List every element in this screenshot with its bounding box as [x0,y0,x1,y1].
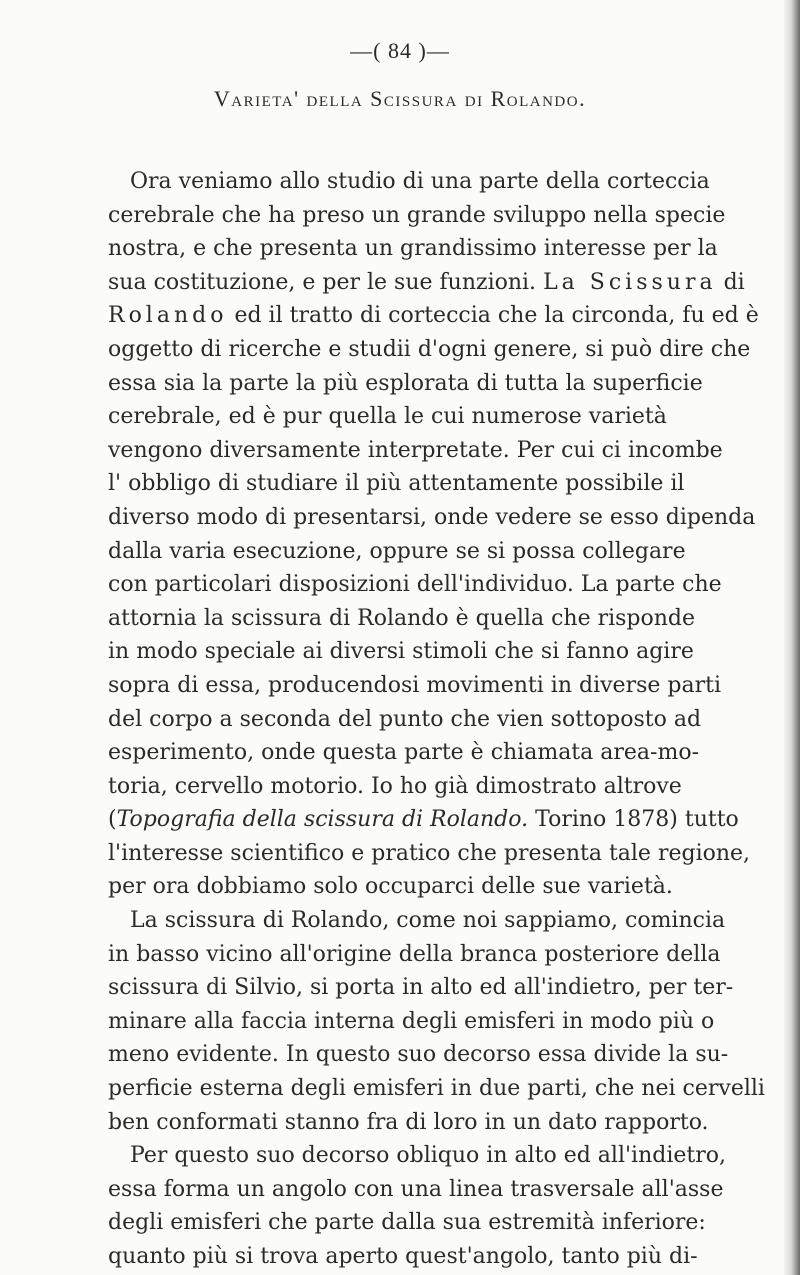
text-line [108,803,788,837]
text-line: La scissura di Rolando, come noi sappiamo, comincia [130,908,726,934]
text-line: attornia la scissura di Rolando è quella che risponde [108,605,696,631]
text-segment: ( [108,807,117,833]
text-line: toria, cervello motorio. Io ho già dimostrato altrove [108,773,682,799]
section-heading: Varieta' della Scissura di Rolando. [213,86,587,111]
text-segment: ed il tratto di corteccia che la circonda, fu ed è [227,303,759,329]
text-line: nostra, e che presenta un grandissimo interesse per la [108,236,718,262]
text-line: essa forma un angolo con una linea trasversale all'asse [108,1176,724,1202]
body-text [108,165,788,1274]
page-edge-shadow [784,0,800,1275]
text-line: meno evidente. In questo suo decorso essa divide la su- [108,1042,729,1068]
text-line: in modo speciale ai diversi stimoli che si fanno agire [108,639,694,665]
spaced-term: La Scissura [543,269,717,295]
text-line: cerebrale che ha preso un grande sviluppo nella specie [108,202,726,228]
page-number: —( 84 )— [350,38,450,63]
text-line: per ora dobbiamo solo occuparci delle sue varietà. [108,874,673,900]
text-line: ben conformati stanno fra di loro in un dato rapporto. [108,1109,709,1135]
text-line: perficie esterna degli emisferi in due parti, che nei cervelli [108,1076,765,1102]
text-segment: sua costituzione, e per le sue funzioni. [108,269,544,295]
text-line [108,266,788,300]
text-segment: di [716,269,745,295]
text-line: degli emisferi che parte dalla sua estremità inferiore: [108,1210,706,1236]
text-line: sopra di essa, producendosi movimenti in diverse parti [108,672,721,698]
spaced-term: Rolando [108,303,228,329]
text-line: diverso modo di presentarsi, onde vedere se esso dipenda [108,504,756,530]
text-line: cerebrale, ed è pur quella le cui numerose varietà [108,404,667,430]
text-line: vengono diversamente interpretate. Per cui ci incombe [108,437,723,463]
text-line: esperimento, onde questa parte è chiamata area-mo- [108,740,700,766]
text-line: l' obbligo di studiare il più attentamente possibile il [108,471,685,497]
text-line: essa sia la parte la più esplorata di tutta la superficie [108,370,703,396]
text-line: Per questo suo decorso obliquo in alto ed all'indietro, [130,1143,726,1169]
text-line: Ora veniamo allo studio di una parte della corteccia [130,169,710,194]
text-line [108,299,788,333]
text-line: oggetto di ricerche e studii d'ogni genere, si può dire che [108,336,751,362]
text-line: l'interesse scientifico e pratico che presenta tale regione, [108,840,751,866]
text-line: dalla varia esecuzione, oppure se si possa collegare [108,538,686,564]
text-line: quanto più si trova aperto quest'angolo, tanto più di- [108,1244,698,1269]
citation-title: Topografia della scissura di Rolando. [116,807,529,833]
text-line: in basso vicino all'origine della branca posteriore della [108,941,721,967]
text-line: con particolari disposizioni dell'individuo. La parte che [108,572,722,598]
text-line: minare alla faccia interna degli emisferi in modo più o [108,1008,715,1034]
text-segment: Torino 1878) tutto [528,807,739,833]
text-line: scissura di Silvio, si porta in alto ed all'indietro, per ter- [108,975,734,1001]
text-line: del corpo a seconda del punto che vien sottoposto ad [108,706,702,732]
